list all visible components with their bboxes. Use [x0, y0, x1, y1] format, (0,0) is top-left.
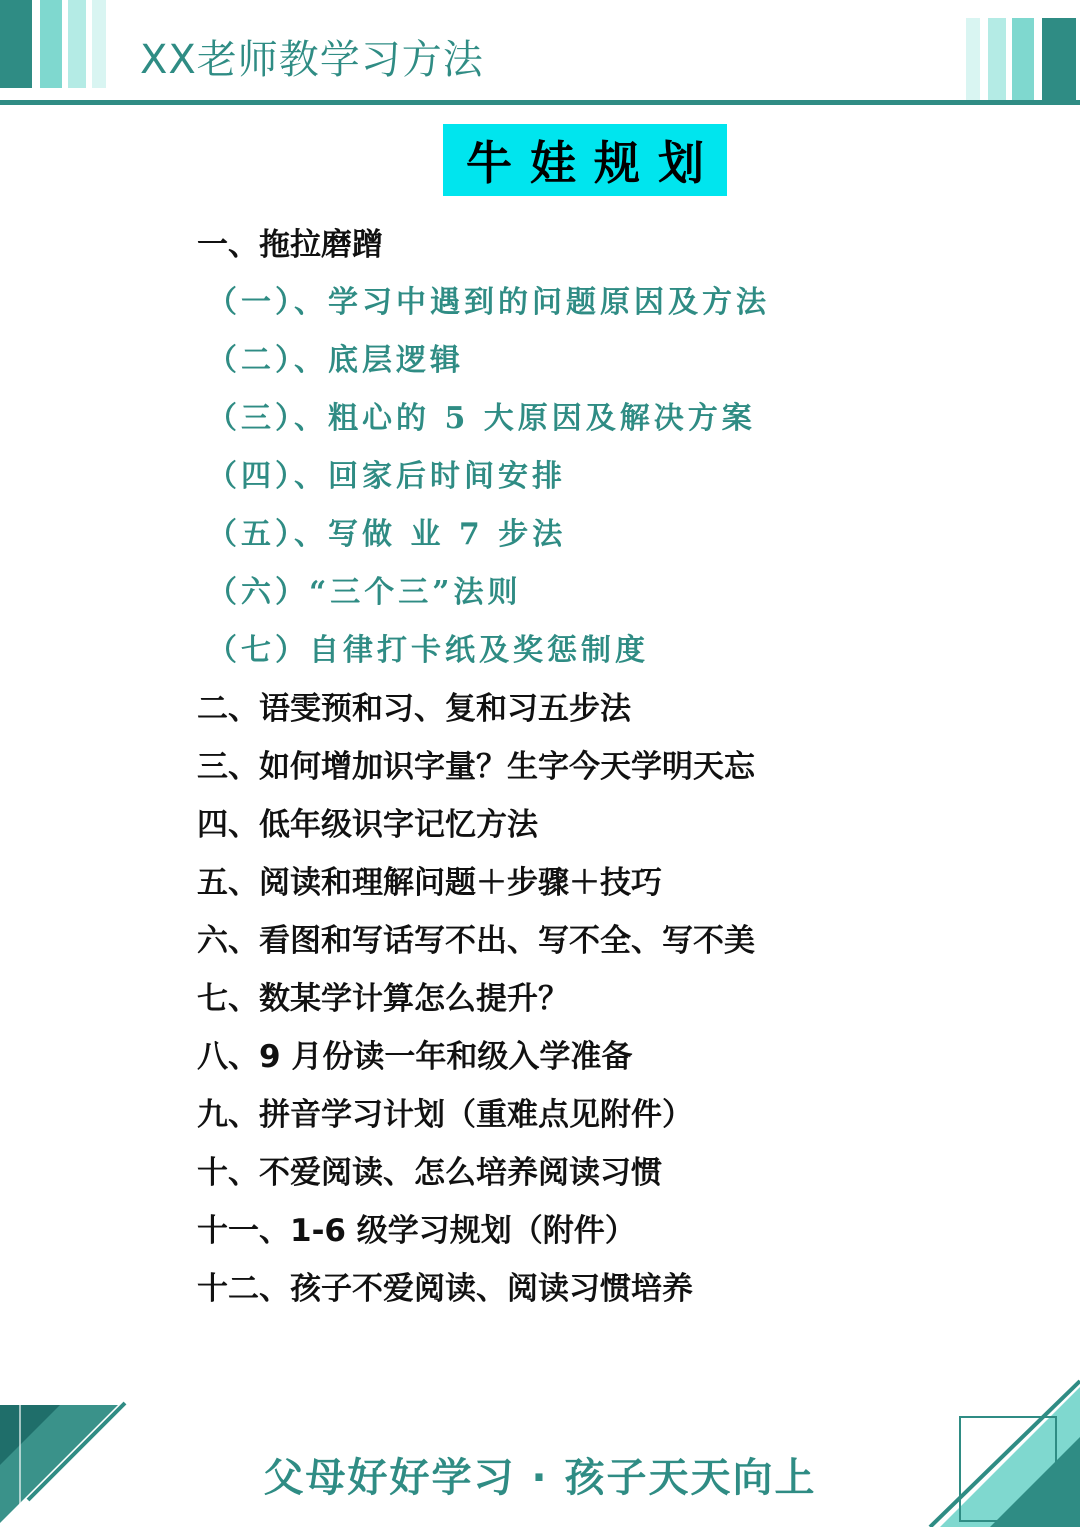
- toc-section-item: 三、如何增加识字量？生字今天学明天忘: [197, 749, 755, 785]
- toc-subsection-item: （七）自律打卡纸及奖惩制度: [207, 633, 649, 668]
- toc-subsection-item: （二）、底层逻辑: [207, 343, 464, 378]
- toc-section-item: 十一、1-6 级学习规划（附件）: [197, 1213, 636, 1249]
- footer-slogan: 父母好好学习 · 孩子天天向上: [263, 1455, 817, 1501]
- toc-section-item: 五、阅读和理解问题＋步骤＋技巧: [197, 865, 662, 901]
- header-stripe-decoration: [988, 18, 1006, 102]
- toc-subsection-item: （六）“三个三”法则: [207, 575, 522, 610]
- header-stripe-decoration: [40, 0, 62, 88]
- toc-section-item: 七、数某学计算怎么提升？: [197, 981, 569, 1017]
- header-stripe-decoration: [68, 0, 86, 88]
- header-stripe-decoration: [1012, 18, 1034, 102]
- page-header: [0, 0, 1080, 112]
- toc-subsection-item: （五）、写做 业 7 步法: [207, 517, 567, 552]
- toc-subsection-item: （三）、粗心的 5 大原因及解决方案: [207, 401, 756, 436]
- toc-section-item: 四、低年级识字记忆方法: [197, 807, 538, 843]
- header-divider: [0, 100, 1080, 105]
- page-title: 牛娃规划: [466, 136, 722, 190]
- header-stripe-decoration: [966, 18, 980, 102]
- header-stripe-decoration: [92, 0, 106, 88]
- header-stripe-decoration: [1042, 18, 1076, 102]
- toc-section-item: 八、9 月份读一年和级入学准备: [197, 1039, 633, 1075]
- header-stripe-decoration: [0, 0, 32, 88]
- toc-subsection-item: （四）、回家后时间安排: [207, 459, 566, 494]
- toc-section-item: 二、语雯预和习、复和习五步法: [197, 691, 631, 727]
- toc-section-item: 六、看图和写话写不出、写不全、写不美: [197, 923, 755, 959]
- toc-section-item: 十、不爱阅读、怎么培养阅读习惯: [197, 1155, 662, 1191]
- table-of-contents: [197, 222, 997, 1324]
- toc-section-item: 九、拼音学习计划（重难点见附件）: [197, 1097, 693, 1133]
- toc-subsection-item: （一）、学习中遇到的问题原因及方法: [207, 285, 770, 320]
- toc-section-item: 一、拖拉磨蹭: [197, 227, 383, 263]
- header-title: XX老师教学习方法: [140, 37, 484, 83]
- toc-section-item: 十二、孩子不爱阅读、阅读习惯培养: [197, 1271, 693, 1307]
- page-title-box: [443, 124, 727, 196]
